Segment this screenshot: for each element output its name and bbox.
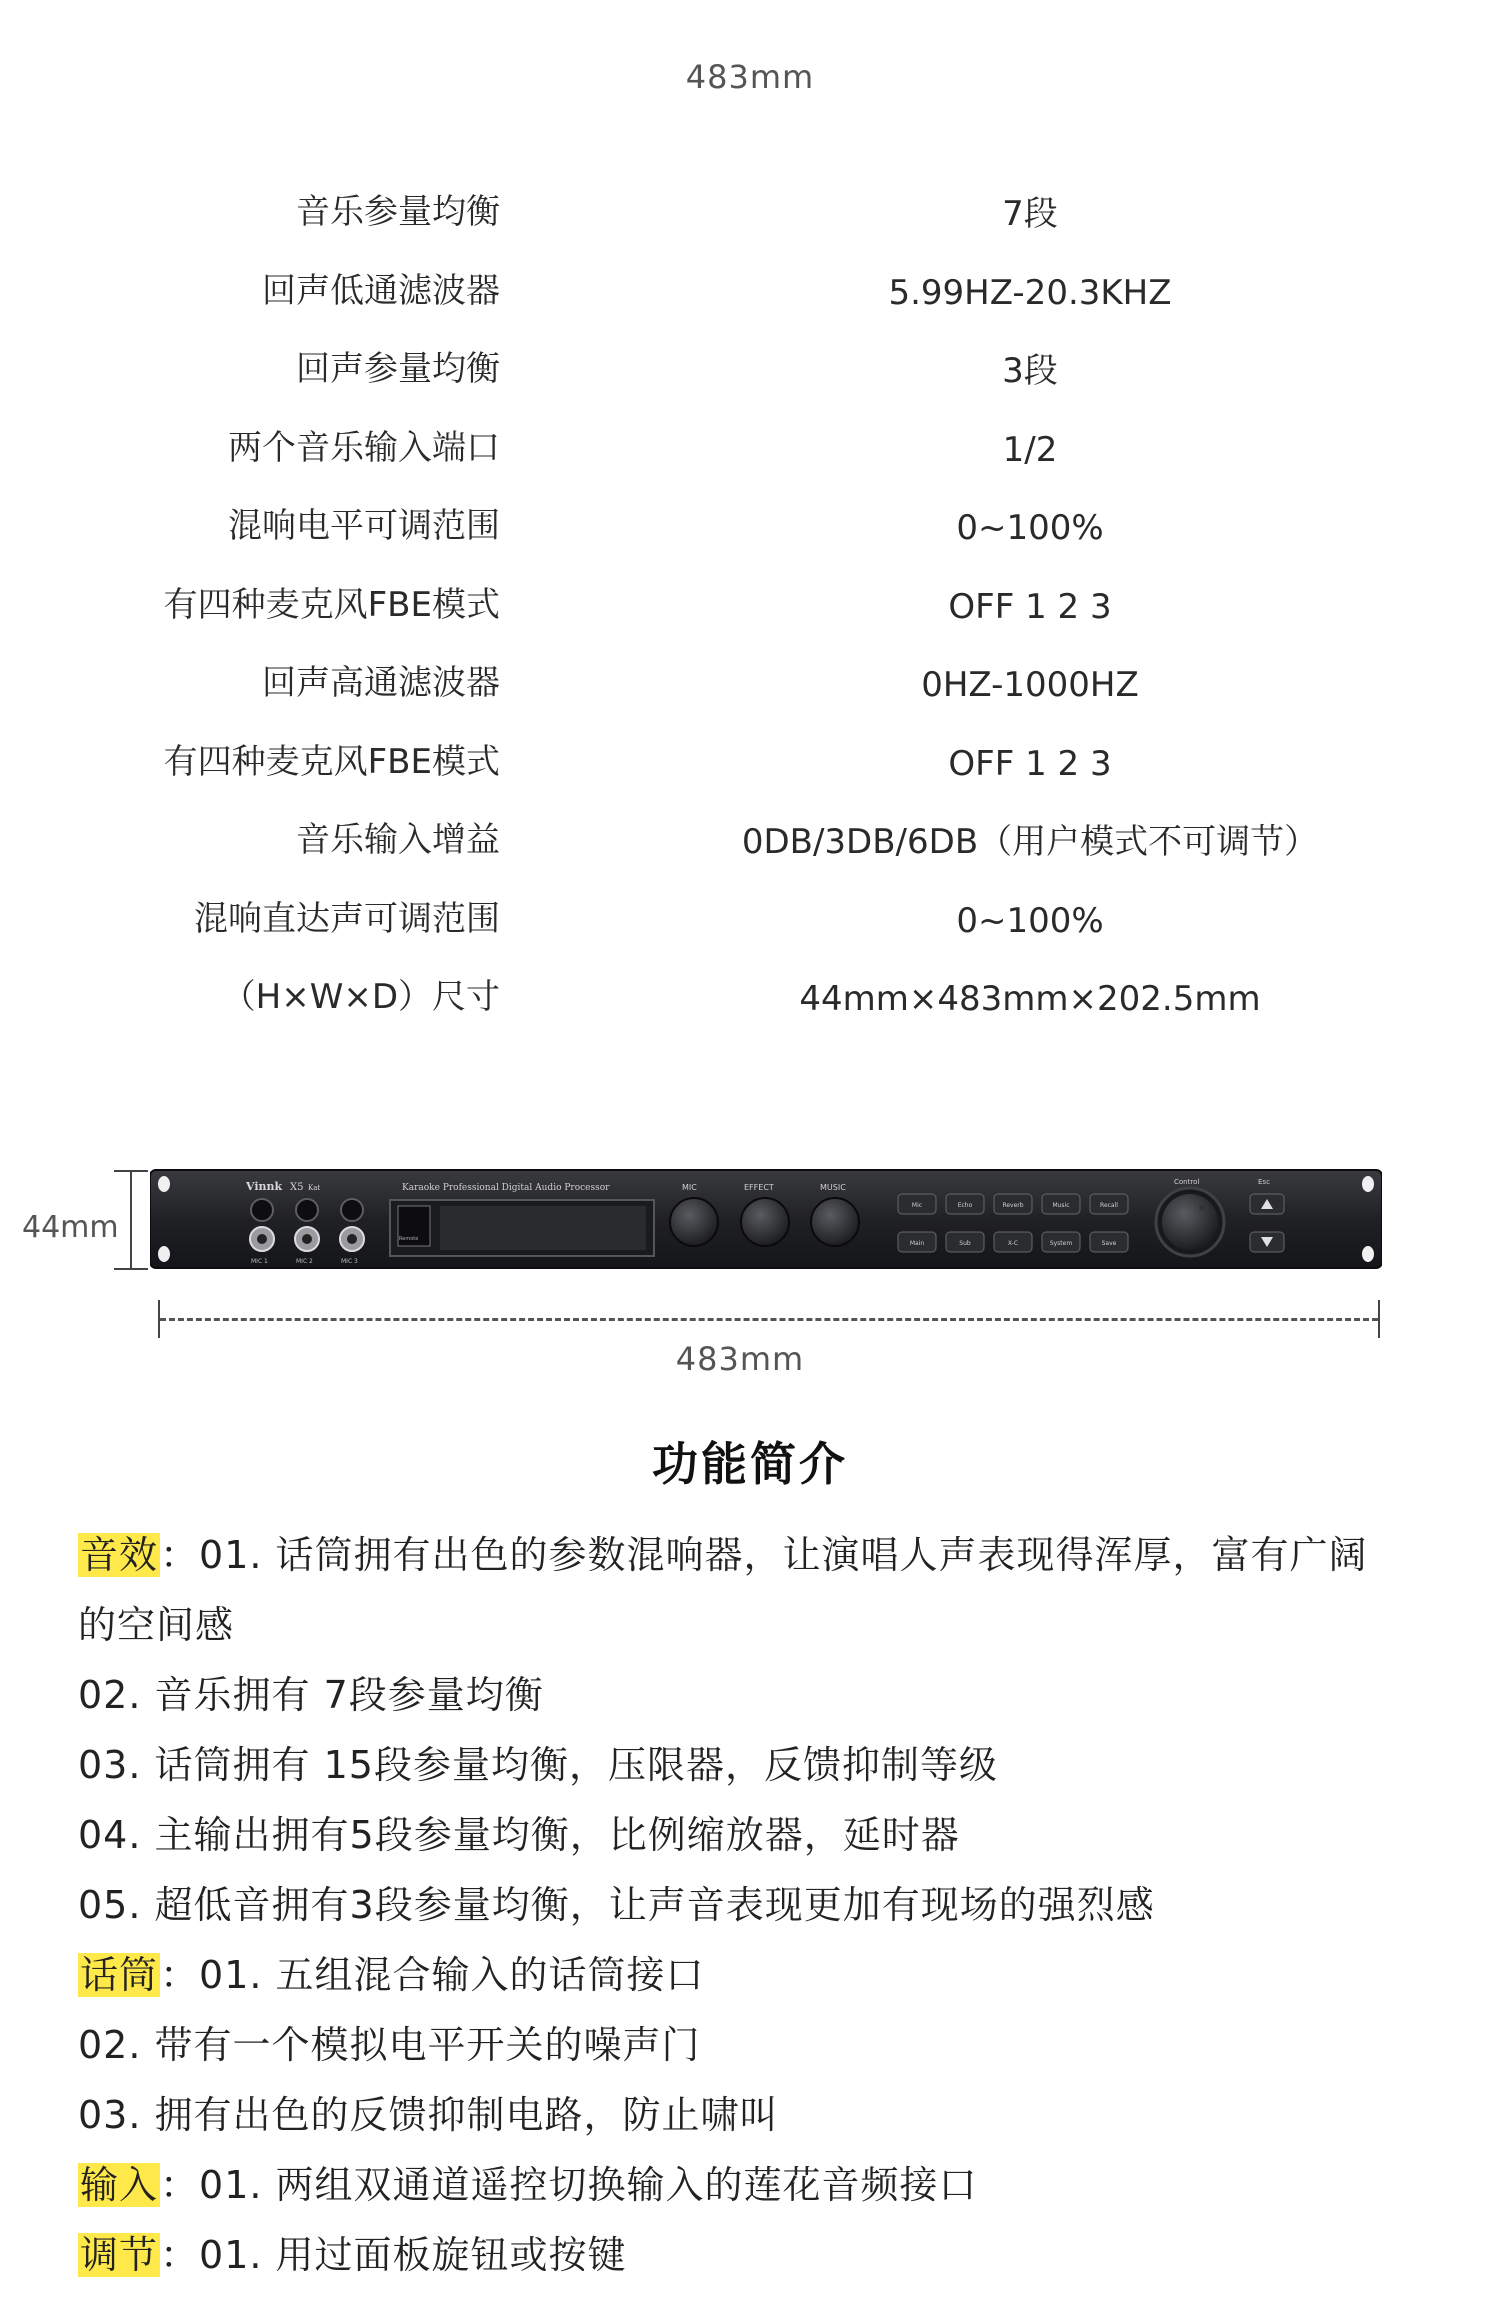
btn-echo-label: Echo (957, 1202, 973, 1209)
feature-text: 02. 带有一个模拟电平开关的噪声门 (78, 2023, 701, 2067)
spec-value: 0HZ-1000HZ (921, 665, 1139, 705)
mic2-label: MIC 2 (296, 1258, 313, 1265)
audio-processor-image (150, 1168, 1382, 1270)
btn-xc-label: X-C (1007, 1240, 1019, 1247)
feature-text: ：01. 两组双通道遥控切换输入的莲花音频接口 (160, 2163, 978, 2207)
model-suffix-text: Kat (308, 1184, 321, 1192)
height-dimension-cap-bottom (114, 1268, 148, 1270)
spec-row (0, 502, 1500, 581)
feature-text: 05. 超低音拥有3段参量均衡，让声音表现更加有现场的强烈感 (78, 1883, 1155, 1927)
spec-row (0, 345, 1500, 424)
feature-category-tag: 话筒 (80, 1953, 159, 1997)
spec-row (0, 188, 1500, 267)
feature-line (78, 1660, 1438, 1730)
btn-reverb-label: Reverb (1002, 1202, 1024, 1209)
feature-category-tag: 输入 (80, 2163, 159, 2207)
spec-value: 7段 (1002, 194, 1058, 234)
spec-row (0, 895, 1500, 974)
spec-value: OFF 1 2 3 (948, 586, 1112, 627)
btn-mic-label: Mic (911, 1202, 923, 1209)
spec-label: 音乐参量均衡 (296, 192, 500, 232)
height-dimension-label: 44mm (22, 1210, 119, 1245)
spec-label: 音乐输入增益 (296, 820, 500, 860)
spec-label: 混响电平可调范围 (228, 506, 500, 546)
spec-label: 有四种麦克风FBE模式 (163, 741, 500, 782)
feature-text: ：01. 用过面板旋钮或按键 (160, 2233, 627, 2277)
spec-value: 0DB/3DB/6DB（用户模式不可调节） (741, 822, 1319, 862)
btn-music-label: Music (1052, 1202, 1070, 1209)
feature-text: 03. 拥有出色的反馈抑制电路，防止啸叫 (78, 2093, 779, 2137)
control-label: Control (1174, 1178, 1200, 1186)
height-dimension-line (130, 1170, 132, 1270)
spec-row (0, 659, 1500, 738)
btn-recall-label: Recall (1100, 1202, 1118, 1209)
feature-list (78, 1520, 1438, 2290)
spec-row (0, 267, 1500, 346)
feature-text: 03. 话筒拥有 15段参量均衡，压限器，反馈抑制等级 (78, 1743, 998, 1787)
feature-line (78, 2010, 1438, 2080)
spec-row (0, 816, 1500, 895)
spec-label: （H×W×D）尺寸 (221, 977, 500, 1017)
mic3-label: MIC 3 (341, 1258, 358, 1265)
feature-text: ：01. 话筒拥有出色的参数混响器，让演唱人声表现得浑厚，富有广阔 (160, 1533, 1368, 1577)
feature-line (78, 1940, 1438, 2010)
model-text: X5 (290, 1182, 304, 1193)
spec-label: 回声参量均衡 (296, 349, 500, 389)
feature-line (78, 1730, 1438, 1800)
device-figure (0, 1150, 1500, 1390)
spec-label: 两个音乐输入端口 (228, 427, 500, 468)
width-dimension-cap-right (1378, 1300, 1380, 1338)
bottom-width-label: 483mm (675, 1340, 805, 1378)
spec-row (0, 424, 1500, 503)
mic1-label: MIC 1 (251, 1258, 268, 1265)
knob-label-mic: MIC (682, 1183, 697, 1192)
spec-label: 混响直达声可调范围 (194, 898, 500, 939)
knob-label-effect: EFFECT (744, 1183, 774, 1192)
top-width-dimension: 483mm (685, 58, 815, 96)
btn-sub-label: Sub (959, 1240, 971, 1247)
feature-text: 02. 音乐拥有 7段参量均衡 (78, 1673, 544, 1717)
display-button-label: Remote (399, 1236, 419, 1242)
feature-text: 04. 主输出拥有5段参量均衡，比例缩放器，延时器 (78, 1813, 960, 1857)
feature-line (78, 1520, 1438, 1590)
btn-main-label: Main (909, 1240, 925, 1247)
spec-value: 1/2 (1002, 429, 1058, 470)
feature-line (78, 2080, 1438, 2150)
btn-system-label: System (1049, 1240, 1073, 1247)
bottom-width-dimension (0, 1340, 1500, 1378)
feature-line (78, 1800, 1438, 1870)
spec-value: 3段 (1002, 351, 1058, 391)
feature-line (78, 2150, 1438, 2220)
section-title: 功能简介 (652, 1437, 848, 1491)
knob-label-music: MUSIC (820, 1183, 846, 1192)
spec-row (0, 973, 1500, 1052)
spec-value: 0~100% (956, 900, 1104, 941)
brand-text: Vinnk (246, 1180, 283, 1193)
spec-value: 5.99HZ-20.3KHZ (888, 272, 1172, 313)
spec-value: OFF 1 2 3 (948, 743, 1112, 784)
spec-value: 44mm×483mm×202.5mm (799, 979, 1261, 1019)
feature-category-tag: 调节 (80, 2233, 159, 2277)
spec-table (0, 188, 1500, 1052)
feature-category-tag: 音效 (80, 1533, 159, 1577)
spec-row (0, 738, 1500, 817)
feature-line (78, 1590, 1438, 1660)
feature-text: ：01. 五组混合输入的话筒接口 (160, 1953, 705, 1997)
spec-label: 回声低通滤波器 (262, 270, 500, 311)
feature-line (78, 1870, 1438, 1940)
width-dimension-line (160, 1318, 1378, 1321)
spec-label: 有四种麦克风FBE模式 (163, 584, 500, 625)
spec-value: 0~100% (956, 508, 1104, 548)
panel-title-text: Karaoke Professional Digital Audio Processor (402, 1183, 610, 1193)
spec-row (0, 581, 1500, 660)
spec-label: 回声高通滤波器 (262, 663, 500, 703)
feature-line (78, 2220, 1438, 2290)
esc-label: Esc (1258, 1178, 1270, 1186)
feature-text: 的空间感 (78, 1603, 235, 1647)
btn-save-label: Save (1101, 1240, 1117, 1247)
